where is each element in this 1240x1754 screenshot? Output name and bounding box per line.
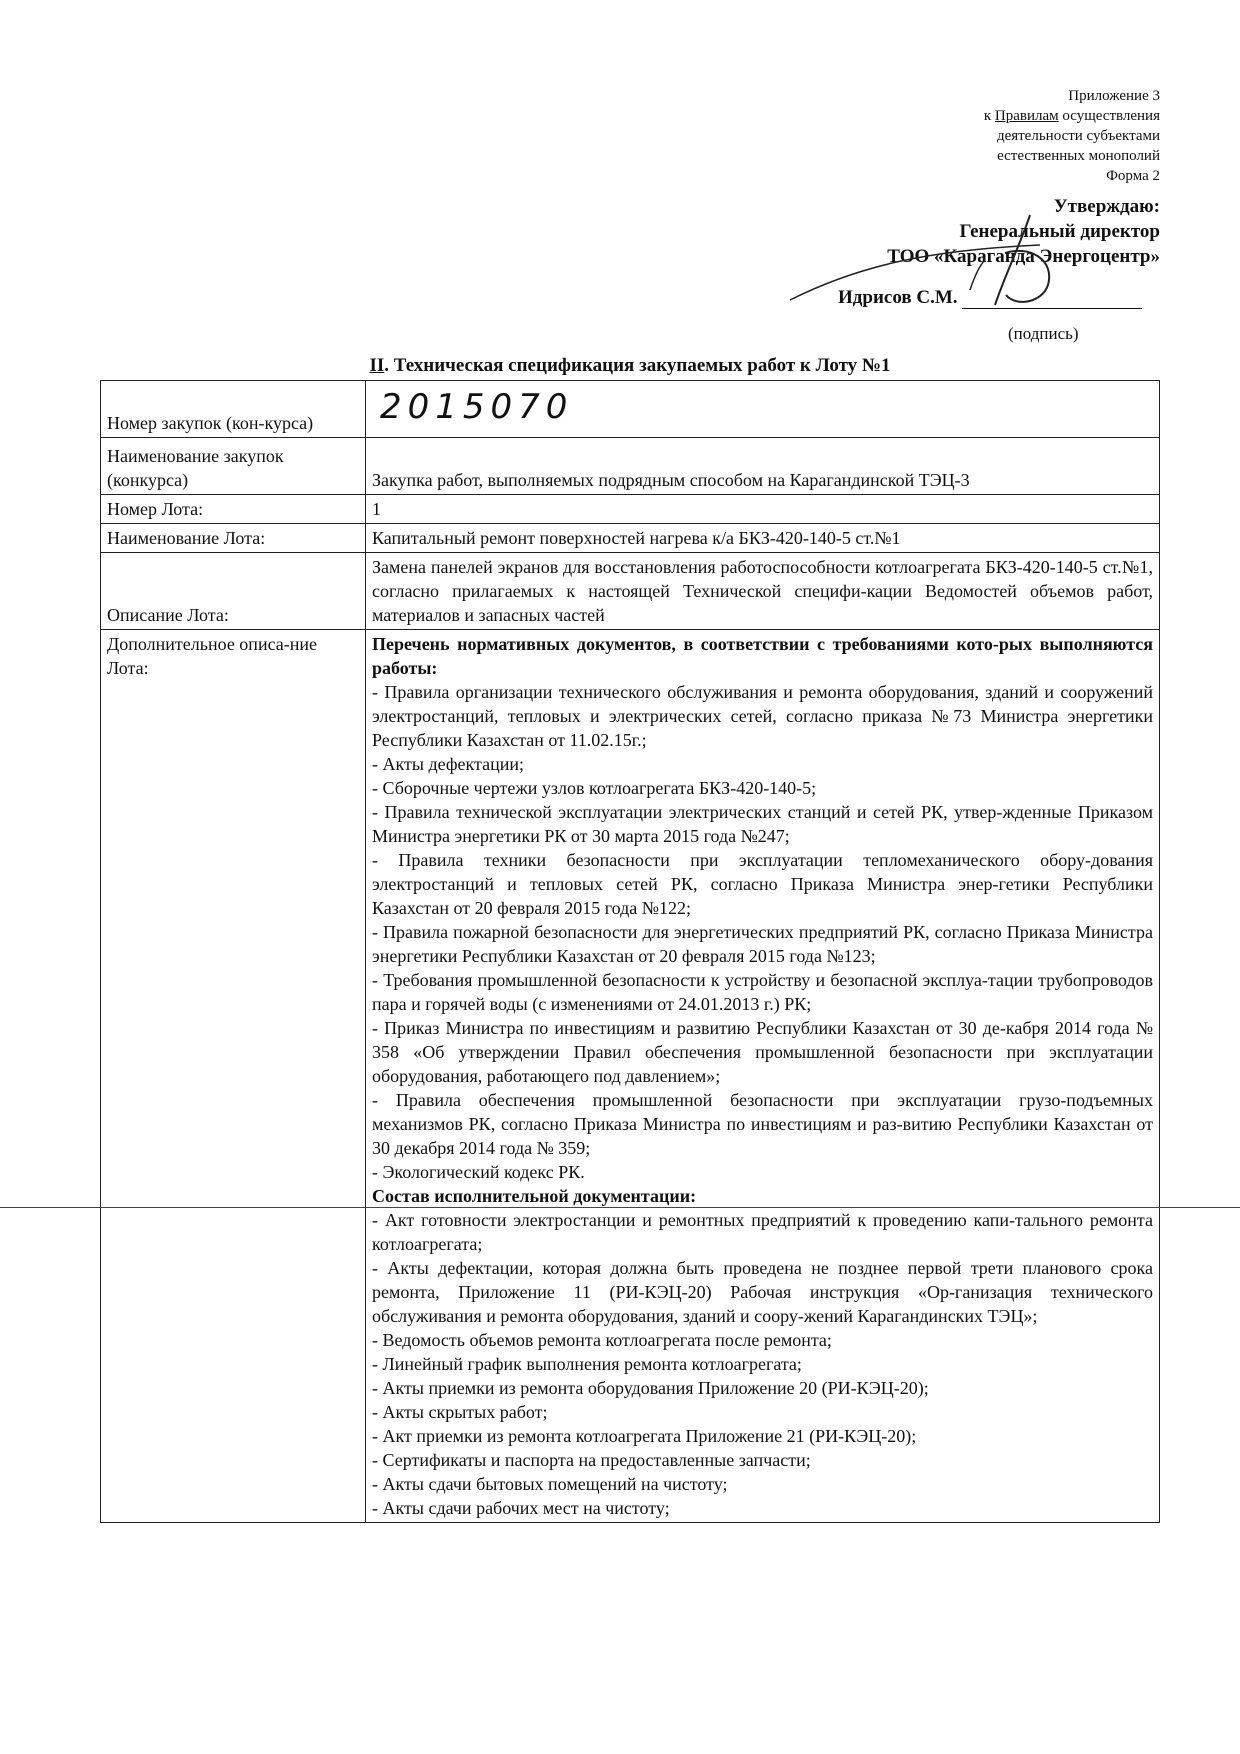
list-item: - Акты сдачи бытовых помещений на чистоту; [372, 1474, 728, 1494]
documentation-heading: Состав исполнительной документации: [372, 1186, 697, 1206]
list-item: - Приказ Министра по инвестициям и развитию Республики Казахстан от 30 де-кабря 2014 года № 358 «Об утверждении Правил обеспечения промышленной безопасности при эксплуатации оборудования, работающего под давлением»; [372, 1018, 1153, 1086]
list-item: - Акты скрытых работ; [372, 1402, 548, 1422]
signature-blank [962, 290, 1142, 309]
list-item: - Правила техники безопасности при эксплуатации тепломеханического обору-дования электростанций и тепловых сетей РК, согласно Приказа Министра энер-гетики Республики Казахстан от 20 февраля 2015 года №122; [372, 850, 1153, 918]
table-row [101, 553, 1160, 630]
specification-table [100, 380, 1160, 1523]
procurement-name-label: Наименование закупок (конкурса) [101, 438, 366, 495]
lot-name-label: Наименование Лота: [101, 524, 366, 553]
procurement-number-value: 2015070 [380, 386, 574, 427]
lot-number-label: Номер Лота: [101, 495, 366, 524]
table-row [101, 630, 1160, 1523]
list-item: - Правила технической эксплуатации электрических станций и сетей РК, утвер-жденные Приказом Министра энергетики РК от 30 марта 2015 года №247; [372, 802, 1153, 846]
list-item: - Правила обеспечения промышленной безопасности при эксплуатации грузо-подъемных механизмов РК, согласно Приказа Министра по инвестициям и раз-витию Республики Казахстан от 30 декабря 2014 года № 359; [372, 1090, 1153, 1158]
table-row [101, 381, 1160, 438]
signatory-line [838, 287, 1142, 309]
additional-description-value [366, 630, 1160, 1523]
approval-title: Утверждаю: [1053, 196, 1160, 217]
appendix-line-4: естественных монополий [997, 148, 1160, 164]
list-item: - Акты сдачи рабочих мест на чистоту; [372, 1498, 670, 1518]
signatory-name: Идрисов С.М. [838, 287, 958, 308]
appendix-line-1: Приложение 3 [1068, 88, 1160, 104]
table-row [101, 495, 1160, 524]
list-item: - Акты приемки из ремонта оборудования Приложение 20 (РИ-КЭЦ-20); [372, 1378, 929, 1398]
list-item: - Акты дефектации, которая должна быть проведена не позднее первой трети планового срока ремонта, Приложение 11 (РИ-КЭЦ-20) Рабочая инструкция «Ор-ганизация технического обслуживания и ремонта оборудования, зданий и соору-жений Карагандинских ТЭЦ»; [372, 1258, 1153, 1326]
list-item: - Требования промышленной безопасности к устройству и безопасной эксплуа-тации трубопроводов пара и горячей воды (с изменениями от 24.01.2013 г.) РК; [372, 970, 1153, 1014]
appendix-line-5: Форма 2 [1106, 168, 1160, 184]
approval-company: ТОО «Караганда Энергоцентр» [887, 246, 1160, 267]
signature-caption: (подпись) [1008, 324, 1079, 343]
list-item: - Акт готовности электростанции и ремонтных предприятий к проведению капи-тального ремонта котлоагрегата; [372, 1210, 1153, 1254]
list-item: - Сертификаты и паспорта на предоставленные запчасти; [372, 1450, 811, 1470]
normative-heading: Перечень нормативных документов, в соответствии с требованиями кото-рых выполняются работы: [372, 634, 1153, 678]
lot-number-value: 1 [366, 495, 1160, 524]
list-item: - Правила организации технического обслуживания и ремонта оборудования, зданий и сооружений электростанций, тепловых и электрических сетей, согласно приказа №73 Министра энергетики Республики Казахстан от 11.02.15г.; [372, 682, 1153, 750]
appendix-line-2: к Правилам осуществления [983, 108, 1160, 124]
additional-description-label: Дополнительное описа-ние Лота: [101, 630, 366, 1523]
lot-name-value: Капитальный ремонт поверхностей нагрева к/а БКЗ-420-140-5 ст.№1 [366, 524, 1160, 553]
page-title [100, 355, 1160, 377]
appendix-line-3: деятельности субъектами [996, 128, 1160, 144]
procurement-number-label: Номер закупок (кон-курса) [101, 381, 366, 438]
title-roman-numeral: II [369, 355, 385, 376]
list-item: - Акт приемки из ремонта котлоагрегата Приложение 21 (РИ-КЭЦ-20); [372, 1426, 917, 1446]
list-item: - Акты дефектации; [372, 754, 524, 774]
procurement-number-cell [366, 381, 1160, 438]
scan-fold-line [0, 1207, 1240, 1208]
lot-description-value: Замена панелей экранов для восстановления работоспособности котлоагрегата БКЗ-420-140-5 ст.№1, согласно прилагаемых к настоящей Технической специфи-кации Ведомостей объемов работ, материалов и запасных частей [366, 553, 1160, 630]
list-item: - Линейный график выполнения ремонта котлоагрегата; [372, 1354, 802, 1374]
approval-position: Генеральный директор [959, 221, 1160, 242]
table-row [101, 524, 1160, 553]
lot-description-label: Описание Лота: [101, 553, 366, 630]
list-item: - Экологический кодекс РК. [372, 1162, 585, 1182]
rules-link: Правилам [994, 108, 1059, 124]
list-item: - Сборочные чертежи узлов котлоагрегата БКЗ-420-140-5; [372, 778, 817, 798]
list-item: - Ведомость объемов ремонта котлоагрегата после ремонта; [372, 1330, 832, 1350]
appendix-note [984, 86, 1160, 186]
table-row [101, 438, 1160, 495]
list-item: - Правила пожарной безопасности для энергетических предприятий РК, согласно Приказа Министра энергетики Республики Казахстан от 20 февраля 2015 года №123; [372, 922, 1153, 966]
title-text: . Техническая спецификация закупаемых работ к Лоту №1 [384, 355, 891, 376]
procurement-name-value: Закупка работ, выполняемых подрядным способом на Карагандинской ТЭЦ-3 [366, 438, 1160, 495]
